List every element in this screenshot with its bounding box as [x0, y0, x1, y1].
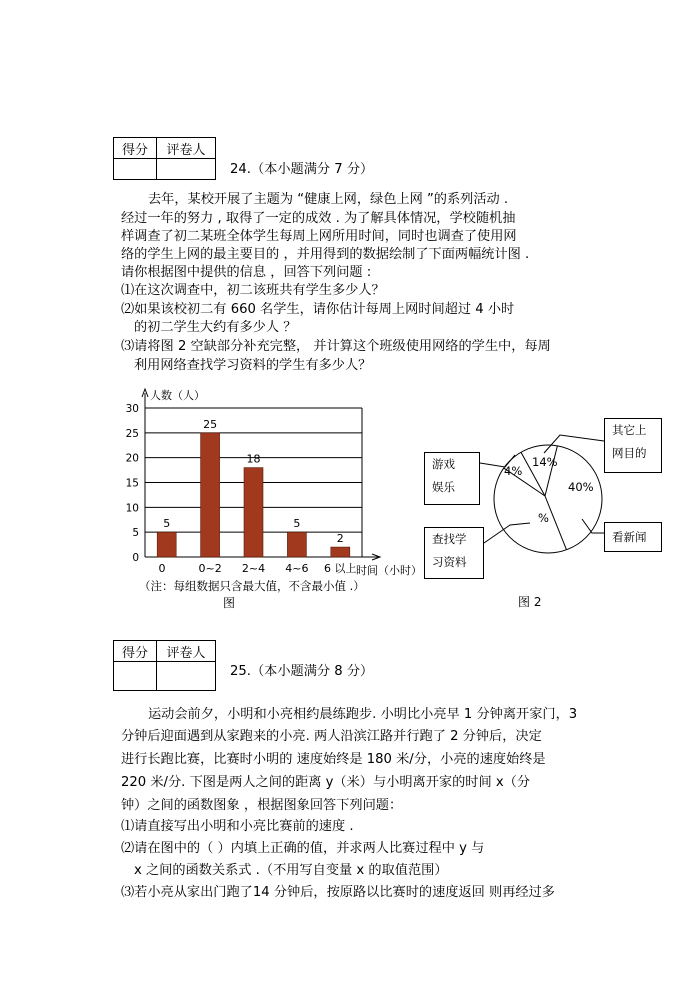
x-tick-label-1: 0~2: [198, 562, 222, 575]
q25-line-5: 钟）之间的函数图象 ，根据图象回答下列问题：: [121, 798, 403, 813]
score-table-q24: [113, 137, 216, 180]
other-label-line-2: 网目的: [612, 446, 647, 460]
pie-label-box-study: [424, 527, 484, 579]
y-tick-label-20: 20: [125, 452, 139, 465]
q25-question-3: ⑶若小亮从家出门跑了14 分钟后，按原路以比赛时的速度返回 则再经过多: [121, 885, 555, 900]
q24-line-5: 请你根据图中提供的信息 ，回答下列问题 :: [121, 265, 372, 280]
q25-question-1: ⑴请直接写出小明和小亮比赛前的速度 .: [121, 819, 354, 834]
bar-4: [331, 547, 350, 557]
q24-title: 24.（本小题满分 7 分）: [230, 162, 374, 177]
slice-label-game: 4%: [504, 464, 523, 478]
bar-chart-note: （注：每组数据只含最大值，不含最小值 .）: [139, 579, 365, 593]
slice-label-other: 14%: [532, 455, 558, 469]
y-tick-label-0: 0: [132, 552, 139, 564]
game-label-line-1: 游戏: [432, 457, 455, 471]
pie-label-box-news: 看新闻: [604, 522, 662, 552]
bar-value-label-0: 5: [163, 517, 171, 531]
y-tick-label-10: 10: [125, 502, 139, 515]
q24-question-2: ⑵如果该校初二有 660 名学生，请你估计每周上网时间超过 4 小时: [121, 302, 515, 317]
slice-label-study: %: [538, 511, 549, 525]
x-tick-label-2: 2~4: [241, 562, 266, 575]
bar-value-label-2: 18: [246, 452, 261, 466]
grader-header: 评卷人: [157, 641, 216, 662]
leader-line-news: [582, 519, 604, 533]
x-tick-label-4: 6 以上: [324, 562, 357, 575]
score-header: 得分: [114, 138, 157, 159]
y-axis-label: 人数（人）: [150, 389, 205, 402]
other-label-line-1: 其它上: [612, 423, 647, 437]
bar-1: [201, 433, 220, 557]
q24-question-3-cont: 利用网络查找学习资料的学生有多少人？: [134, 358, 372, 373]
y-tick-label-25: 25: [125, 427, 139, 440]
y-tick-label-15: 15: [125, 477, 139, 490]
slice-label-news: 40%: [568, 480, 594, 494]
pie-label-box-other: [604, 418, 662, 473]
pie-label-box-game: [424, 452, 480, 505]
leader-line-other: [544, 435, 604, 453]
q25-line-1: 运动会前夕，小明和小亮相约晨练跑步. 小明比小亮早 1 分钟离开家门，3: [148, 707, 578, 722]
x-axis-label: 时间（小时）: [356, 564, 422, 577]
q24-line-4: 络的学生上网的最主要目的 ，并用得到的数据绘制了下面两幅统计图 .: [121, 247, 530, 262]
q24-line-2: 经过一年的努力 , 取得了一定的成效 . 为了解具体情况，学校随机抽: [121, 211, 516, 226]
leader-line-study: [484, 523, 530, 543]
study-label-line-1: 查找学: [432, 532, 467, 546]
game-label-line-2: 娱乐: [432, 480, 455, 494]
grader-cell: [157, 662, 216, 691]
bar-chart: [110, 385, 430, 610]
x-tick-label-0: 0: [158, 562, 166, 575]
bar-2: [244, 468, 263, 557]
bar-value-label-3: 5: [293, 517, 301, 531]
score-header: 得分: [114, 641, 157, 662]
bar-value-label-4: 2: [336, 532, 344, 546]
score-cell: [114, 662, 157, 691]
q25-line-2: 分钟后迎面遇到从家跑来的小亮. 两人沿滨江路并行跑了 2 分钟后，决定: [121, 729, 542, 744]
q25-line-4: 220 米/分. 下图是两人之间的距离 y（米）与小明离开家的时间 x（分: [121, 775, 531, 790]
score-cell: [114, 159, 157, 180]
y-tick-label-30: 30: [125, 403, 139, 415]
bar-value-label-1: 25: [203, 417, 218, 431]
pie-chart-caption: 图 2: [518, 595, 542, 609]
q25-question-2: ⑵请在图中的（ ）内填上正确的值，并求两人比赛过程中 y 与: [121, 841, 485, 856]
q25-title: 25.（本小题满分 8 分）: [230, 664, 374, 679]
score-table-q25: [113, 640, 216, 691]
q24-line-1: 去年，某校开展了主题为 “健康上网，绿色上网 ”的系列活动 .: [148, 192, 509, 207]
q25-question-2-cont: x 之间的函数关系式 .（不用写自变量 x 的取值范围）: [134, 863, 448, 878]
bar-0: [157, 532, 176, 557]
grader-cell: [157, 159, 216, 180]
bar-chart-caption: 图: [223, 596, 236, 610]
bar-3: [287, 532, 306, 557]
pie-slice-boundary-other-news: [545, 446, 557, 496]
q24-question-1: ⑴在这次调查中，初二该班共有学生多少人？: [121, 283, 385, 298]
q24-line-3: 样调查了初二某班全体学生每周上网所用时间，同时也调查了使用网: [121, 229, 517, 244]
q25-line-3: 进行长跑比赛，比赛时小明的 速度始终是 180 米/分，小亮的速度始终是: [121, 752, 546, 767]
grader-header: 评卷人: [157, 138, 216, 159]
q24-question-2-cont: 的初二学生大约有多少人 ？: [134, 320, 297, 335]
study-label-line-2: 习资料: [432, 555, 467, 569]
y-tick-label-5: 5: [132, 527, 139, 540]
q24-question-3: ⑶请将图 2 空缺部分补充完整， 并计算这个班级使用网络的学生中，每周: [121, 339, 551, 354]
x-tick-label-3: 4~6: [285, 562, 309, 575]
